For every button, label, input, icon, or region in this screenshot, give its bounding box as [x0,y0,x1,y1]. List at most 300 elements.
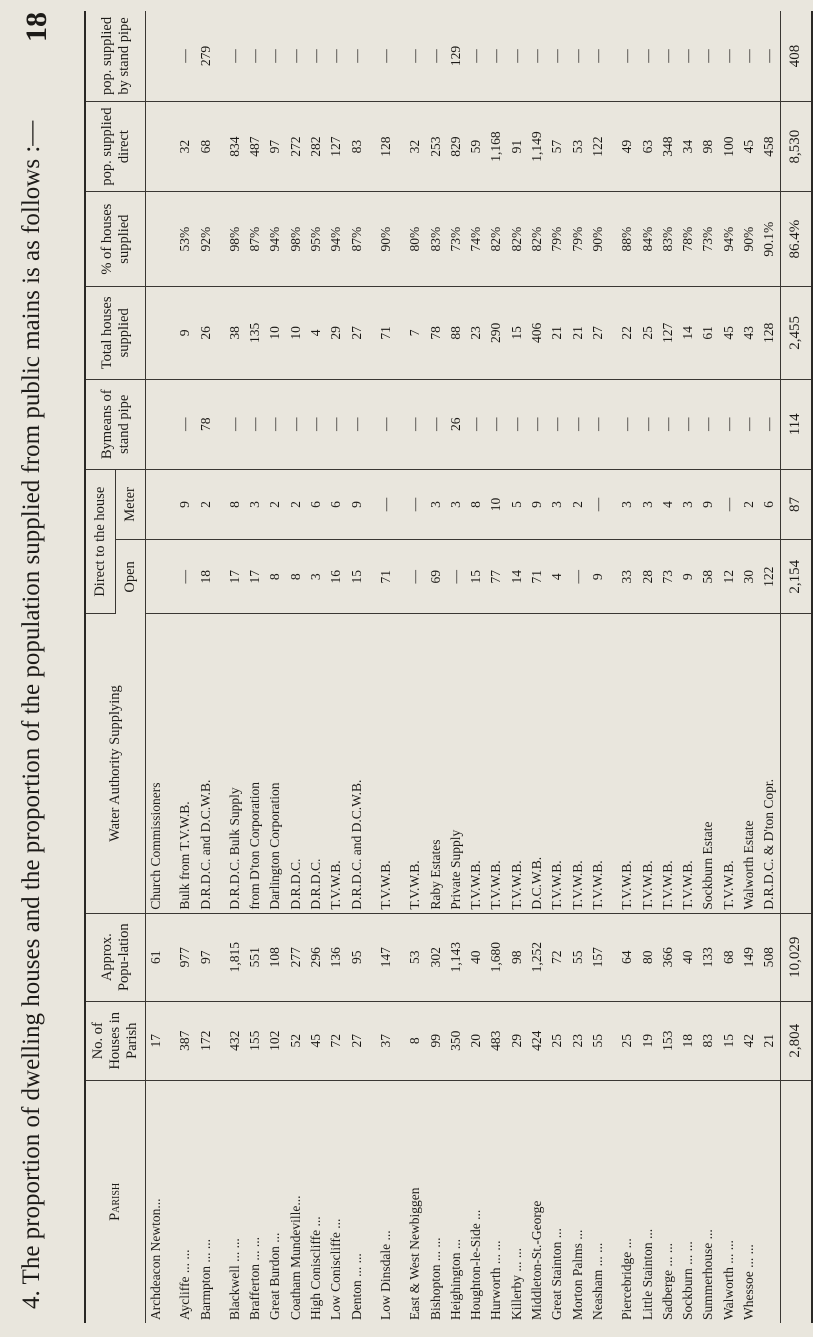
pop-standpipe-cell: — [175,11,195,101]
spacer-cell [216,539,225,614]
population-cell: 97 [196,913,216,1001]
table-row [446,11,466,1323]
open-cell: 71 [527,539,547,614]
meter-cell: 2 [286,469,306,539]
pop-direct-cell: 34 [678,101,698,191]
pop-direct-cell: 83 [347,101,367,191]
spacer-cell [367,539,376,614]
table-row [225,11,245,1323]
authority-cell: Sockburn Estate [698,614,718,913]
standpipe-cell: — [245,379,265,469]
houses-cell: 42 [739,1001,759,1080]
pct-cell: 87% [245,192,265,287]
total-cell: 22 [617,287,637,380]
spacer-cell [396,614,405,913]
pop-direct-cell: 63 [638,101,658,191]
authority-cell: D.C.W.B. [527,614,547,913]
pop-standpipe-cell: 129 [446,11,466,101]
meter-cell: 2 [196,469,216,539]
spacer-cell [216,101,225,191]
population-cell: 98 [507,913,527,1001]
pop-standpipe-cell: — [245,11,265,101]
spacer-cell [396,11,405,101]
table-row [196,11,216,1323]
standpipe-cell [146,379,167,469]
parish-cell: Neasham ... ... [589,1242,605,1320]
pop-standpipe-cell: — [225,11,245,101]
houses-cell: 19 [638,1001,658,1080]
spacer-cell [396,192,405,287]
col-total-supplied: Total houses supplied [85,287,146,380]
total-cell [146,287,167,380]
col-meter: Meter [116,469,146,539]
open-cell: 18 [196,539,216,614]
population-cell: 55 [568,913,588,1001]
spacer-cell [608,614,617,913]
standpipe-cell: — [175,379,195,469]
authority-cell: Private Supply [446,614,466,913]
page-number: 18 [20,12,53,42]
table-row [265,11,285,1323]
total-cell: 4 [306,287,326,380]
spacer-cell [166,614,175,913]
pct-cell: 90.1% [759,192,780,287]
open-cell: 15 [466,539,486,614]
houses-cell: 155 [245,1001,265,1080]
open-cell: 17 [245,539,265,614]
total-pop-standpipe: 408 [780,11,812,101]
standpipe-cell: — [225,379,245,469]
houses-cell: 15 [719,1001,739,1080]
open-cell: 28 [638,539,658,614]
pop-standpipe-cell: — [547,11,567,101]
water-supply-table [84,11,813,1323]
spacer-cell [166,539,175,614]
spacer-cell [166,1001,175,1080]
pop-direct-cell: 458 [759,101,780,191]
standpipe-cell: — [658,379,678,469]
parish-cell: Great Burdon ... [267,1232,283,1320]
col-standpipe: Bymeans of stand pipe [85,379,146,469]
spacer-cell [367,1001,376,1080]
open-cell: 9 [588,539,608,614]
pct-cell: 88% [617,192,637,287]
spacer-cell [216,192,225,287]
total-cell: 14 [678,287,698,380]
pct-cell: 90% [588,192,608,287]
group-spacer [608,11,617,1323]
meter-cell: 6 [759,469,780,539]
col-pop-standpipe: pop. supplied by stand pipe [85,11,146,101]
open-cell: 71 [376,539,396,614]
population-cell: 977 [175,913,195,1001]
pop-standpipe-cell: — [678,11,698,101]
pop-direct-cell: 57 [547,101,567,191]
authority-cell: T.V.W.B. [486,614,506,913]
total-cell: 45 [719,287,739,380]
parish-cell: Aycliffe ... ... [177,1249,193,1320]
pop-standpipe-cell: — [286,11,306,101]
total-cell: 27 [588,287,608,380]
spacer-cell [367,192,376,287]
table-row [527,11,547,1323]
authority-cell: D.R.D.C. Bulk Supply [225,614,245,913]
population-cell: 40 [678,913,698,1001]
spacer-cell [608,1080,617,1323]
table-row [466,11,486,1323]
open-cell: 3 [306,539,326,614]
pop-standpipe-cell: — [759,11,780,101]
authority-cell: from D'ton Corporation [245,614,265,913]
standpipe-cell: 78 [196,379,216,469]
table-row [568,11,588,1323]
authority-cell: T.V.W.B. [719,614,739,913]
pop-direct-cell: 32 [175,101,195,191]
heading: 4. The proportion of dwelling houses and the proportion of the population supplied from public mains is as follows :— [18,120,45,1309]
meter-cell: 6 [306,469,326,539]
authority-cell: T.V.W.B. [507,614,527,913]
meter-cell: 2 [265,469,285,539]
pct-cell: 94% [719,192,739,287]
authority-cell: T.V.W.B. [326,614,346,913]
population-cell: 108 [265,913,285,1001]
total-cell: 15 [507,287,527,380]
col-parish: Parish [85,1080,146,1323]
pct-cell: 94% [265,192,285,287]
meter-cell: 5 [507,469,527,539]
spacer-cell [396,539,405,614]
pop-direct-cell: 829 [446,101,466,191]
spacer-cell [166,11,175,101]
houses-cell: 21 [759,1001,780,1080]
col-direct-group: Direct to the house [85,469,116,614]
spacer-cell [396,101,405,191]
total-cell: 10 [286,287,306,380]
open-cell: 58 [698,539,718,614]
pop-direct-cell: 348 [658,101,678,191]
standpipe-cell: — [466,379,486,469]
pop-direct-cell: 100 [719,101,739,191]
houses-cell: 29 [507,1001,527,1080]
total-cell: 61 [698,287,718,380]
parish-cell: Whessoe ... ... [741,1244,757,1320]
standpipe-cell: — [719,379,739,469]
pop-standpipe-cell: — [265,11,285,101]
houses-cell: 387 [175,1001,195,1080]
spacer-cell [216,913,225,1001]
standpipe-cell: — [326,379,346,469]
table-row [146,11,167,1323]
spacer-cell [608,11,617,101]
pop-standpipe-cell: — [698,11,718,101]
standpipe-cell: — [405,379,425,469]
total-cell: 26 [196,287,216,380]
pct-cell: 98% [286,192,306,287]
pct-cell: 73% [698,192,718,287]
population-cell: 1,252 [527,913,547,1001]
table-row [658,11,678,1323]
open-cell: — [405,539,425,614]
pct-cell: 95% [306,192,326,287]
spacer-cell [166,1080,175,1323]
standpipe-cell: — [376,379,396,469]
group-spacer [367,11,376,1323]
spacer-cell [367,287,376,380]
pop-direct-cell: 91 [507,101,527,191]
open-cell: 77 [486,539,506,614]
pop-direct-cell: 49 [617,101,637,191]
spacer-cell [367,101,376,191]
pop-standpipe-cell: — [376,11,396,101]
table-row [347,11,367,1323]
meter-cell: 9 [175,469,195,539]
spacer-cell [367,1080,376,1323]
pct-cell: 87% [347,192,367,287]
population-cell: 149 [739,913,759,1001]
spacer-cell [367,614,376,913]
meter-cell: 3 [547,469,567,539]
pop-direct-cell: 53 [568,101,588,191]
total-cell: 21 [547,287,567,380]
pop-direct-cell: 68 [196,101,216,191]
table-row [376,11,396,1323]
authority-cell: T.V.W.B. [617,614,637,913]
open-cell: 69 [426,539,446,614]
table-row [638,11,658,1323]
pop-direct-cell: 487 [245,101,265,191]
population-cell: 277 [286,913,306,1001]
pop-standpipe-cell: — [486,11,506,101]
open-cell [146,539,167,614]
pop-direct-cell: 98 [698,101,718,191]
houses-cell: 99 [426,1001,446,1080]
meter-cell: 3 [245,469,265,539]
total-cell: 71 [376,287,396,380]
meter-cell: 9 [698,469,718,539]
meter-cell: 2 [568,469,588,539]
authority-cell: Darlington Corporation [265,614,285,913]
open-cell: — [446,539,466,614]
parish-cell: Blackwell ... ... [226,1238,242,1320]
pct-cell [146,192,167,287]
houses-cell: 172 [196,1001,216,1080]
spacer-cell [216,11,225,101]
pct-cell: 84% [638,192,658,287]
pop-direct-cell: 59 [466,101,486,191]
spacer-cell [608,287,617,380]
pop-direct-cell: 1,149 [527,101,547,191]
parish-cell: Barmpton ... ... [197,1239,213,1320]
parish-cell: Archdeacon Newton... [148,1198,163,1320]
meter-cell: 3 [638,469,658,539]
pop-direct-cell: 272 [286,101,306,191]
pct-cell: 82% [507,192,527,287]
parish-cell: Little Stainton ... [639,1228,655,1320]
total-meter: 87 [780,469,812,539]
parish-cell: East & West Newbiggen [407,1187,423,1320]
standpipe-cell: 26 [446,379,466,469]
spacer-cell [608,913,617,1001]
open-cell: — [568,539,588,614]
group-spacer [216,11,225,1323]
population-cell: 366 [658,913,678,1001]
houses-cell: 37 [376,1001,396,1080]
authority-cell: T.V.W.B. [678,614,698,913]
standpipe-cell: — [638,379,658,469]
total-cell: 9 [175,287,195,380]
table-row [678,11,698,1323]
spacer-cell [367,11,376,101]
pop-direct-cell: 97 [265,101,285,191]
standpipe-cell: — [617,379,637,469]
parish-cell: Sadberge ... ... [659,1243,675,1320]
col-pct-supplied: % of houses supplied [85,192,146,287]
meter-cell: — [719,469,739,539]
spacer-cell [396,1080,405,1323]
authority-cell: T.V.W.B. [638,614,658,913]
table-row [326,11,346,1323]
pop-standpipe-cell: — [739,11,759,101]
population-cell: 72 [547,913,567,1001]
total-cell: 135 [245,287,265,380]
spacer-cell [608,1001,617,1080]
meter-cell: — [405,469,425,539]
population-cell: 136 [326,913,346,1001]
population-cell: 1,815 [225,913,245,1001]
population-cell: 80 [638,913,658,1001]
meter-cell: 8 [225,469,245,539]
parish-cell: Hurworth ... ... [488,1240,504,1320]
pop-standpipe-cell: — [719,11,739,101]
pct-cell: 79% [568,192,588,287]
houses-cell: 17 [146,1001,167,1080]
spacer-cell [608,469,617,539]
meter-cell: 9 [527,469,547,539]
population-cell: 53 [405,913,425,1001]
pop-direct-cell: 128 [376,101,396,191]
table-row [698,11,718,1323]
standpipe-cell: — [547,379,567,469]
total-cell: 290 [486,287,506,380]
open-cell: 17 [225,539,245,614]
standpipe-cell: — [306,379,326,469]
pct-cell: 53% [175,192,195,287]
parish-cell: Low Dinsdale ... [377,1230,393,1320]
spacer-cell [166,101,175,191]
pop-standpipe-cell: — [507,11,527,101]
authority-cell: Bulk from T.V.W.B. [175,614,195,913]
pop-standpipe-cell: — [588,11,608,101]
pop-standpipe-cell: — [466,11,486,101]
pop-standpipe-cell: — [306,11,326,101]
authority-cell: T.V.W.B. [376,614,396,913]
open-cell: 12 [719,539,739,614]
table-row [175,11,195,1323]
pop-standpipe-cell: — [617,11,637,101]
population-cell: 508 [759,913,780,1001]
spacer-cell [367,379,376,469]
spacer-cell [367,913,376,1001]
total-cell: 10 [265,287,285,380]
houses-cell: 102 [265,1001,285,1080]
pop-standpipe-cell [146,11,167,101]
pop-standpipe-cell: — [405,11,425,101]
authority-cell: D.R.D.C. [306,614,326,913]
houses-cell: 52 [286,1001,306,1080]
standpipe-cell: — [426,379,446,469]
meter-cell: 4 [658,469,678,539]
parish-cell: Denton ... ... [348,1253,364,1320]
pop-standpipe-cell: 279 [196,11,216,101]
parish-cell: Heighington ... [447,1239,463,1320]
pop-direct-cell: 282 [306,101,326,191]
pct-cell: 73% [446,192,466,287]
population-cell: 95 [347,913,367,1001]
spacer-cell [216,1001,225,1080]
total-cell: 21 [568,287,588,380]
houses-cell: 83 [698,1001,718,1080]
parish-cell: Coatham Mundeville... [287,1195,303,1320]
pop-standpipe-cell: — [658,11,678,101]
authority-cell: D.R.D.C. and D.C.W.B. [347,614,367,913]
parish-cell: Killerby ... ... [508,1248,524,1320]
population-cell: 61 [146,913,167,1001]
table-row [426,11,446,1323]
authority-cell: T.V.W.B. [588,614,608,913]
authority-cell: D.R.D.C. [286,614,306,913]
open-cell: 15 [347,539,367,614]
spacer-cell [216,469,225,539]
total-population: 10,029 [780,913,812,1001]
spacer-cell [608,539,617,614]
total-cell: 78 [426,287,446,380]
spacer-cell [166,913,175,1001]
population-cell: 1,680 [486,913,506,1001]
table-row [286,11,306,1323]
authority-cell: D.R.D.C. and D.C.W.B. [196,614,216,913]
spacer-cell [216,614,225,913]
standpipe-cell: — [588,379,608,469]
pct-cell: 82% [527,192,547,287]
population-cell: 68 [719,913,739,1001]
open-cell: 9 [678,539,698,614]
population-cell: 157 [588,913,608,1001]
col-houses: No. of Houses in Parish [85,1001,146,1080]
authority-cell: Walworth Estate [739,614,759,913]
pop-direct-cell: 253 [426,101,446,191]
spacer-cell [396,469,405,539]
parish-cell: Morton Palms ... [569,1229,585,1320]
table-row [588,11,608,1323]
open-cell: 8 [286,539,306,614]
pop-direct-cell: 122 [588,101,608,191]
total-pct: 86.4% [780,192,812,287]
pct-cell: 92% [196,192,216,287]
houses-cell: 432 [225,1001,245,1080]
parish-cell: Great Stainton ... [549,1228,565,1320]
meter-cell: 3 [426,469,446,539]
pct-cell: 90% [739,192,759,287]
open-cell: 14 [507,539,527,614]
total-cell: 29 [326,287,346,380]
spacer-cell [216,379,225,469]
authority-cell: T.V.W.B. [466,614,486,913]
standpipe-cell: — [286,379,306,469]
table-row [405,11,425,1323]
houses-cell: 25 [547,1001,567,1080]
authority-cell: T.V.W.B. [405,614,425,913]
standpipe-cell: — [486,379,506,469]
